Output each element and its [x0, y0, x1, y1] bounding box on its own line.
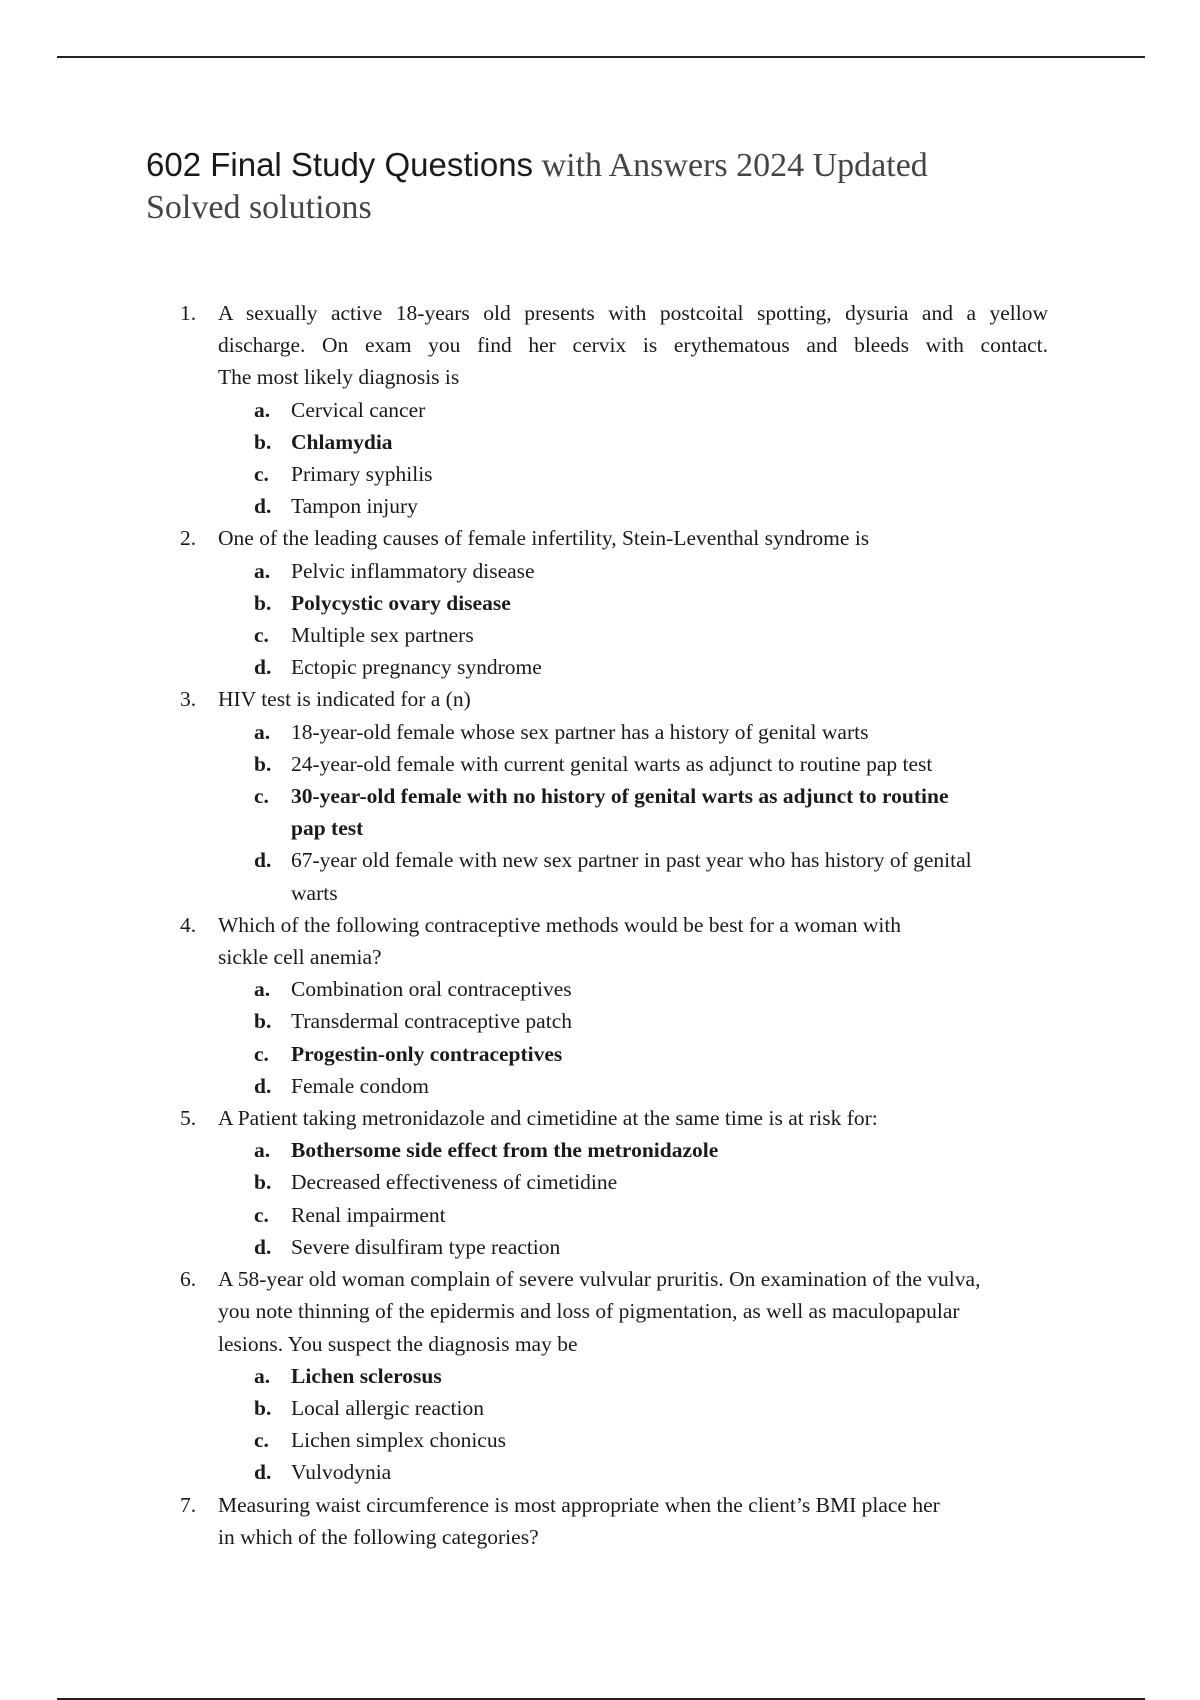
option-text: Combination oral contraceptives	[291, 977, 572, 1002]
question-number: 6.	[180, 1267, 197, 1292]
title-sub: with Answers 2024 Updated	[533, 147, 928, 184]
title-main: 602 Final Study Questions	[146, 146, 534, 183]
option-text: Polycystic ovary disease	[291, 590, 511, 615]
answer-option	[0, 651, 1200, 683]
question-text-line: A 58-year old woman complain of severe vulvular pruritis. On examination of the vulva,	[218, 1267, 981, 1292]
question-3	[0, 683, 1200, 715]
option-text: Multiple sex partners	[291, 623, 474, 648]
option-letter: c.	[254, 1041, 269, 1066]
answer-option-correct	[0, 1134, 1200, 1166]
option-letter: c.	[254, 784, 269, 809]
answer-option	[0, 748, 1200, 780]
option-text: Lichen sclerosus	[291, 1363, 442, 1388]
option-text: Renal impairment	[291, 1202, 446, 1227]
question-2	[0, 522, 1200, 554]
option-letter: c.	[254, 1202, 269, 1227]
option-text: 24-year-old female with current genital warts as adjunct to routine pap test	[291, 751, 933, 776]
option-letter: a.	[254, 1363, 271, 1388]
question-list	[0, 297, 1200, 1553]
option-text: Tampon injury	[291, 494, 418, 519]
option-letter: b.	[254, 1170, 272, 1195]
option-letter: d.	[254, 1460, 272, 1485]
option-letter: a.	[254, 719, 271, 744]
option-text: Pelvic inflammatory disease	[291, 558, 535, 583]
question-text-line: sickle cell anemia?	[218, 945, 382, 970]
option-text: Lichen simplex chonicus	[291, 1428, 506, 1453]
answer-option-correct	[0, 1038, 1200, 1070]
title-line2: Solved solutions	[146, 189, 372, 226]
option-letter: c.	[254, 623, 269, 648]
option-letter: c.	[254, 462, 269, 487]
page-title	[146, 144, 1046, 229]
answer-option-correct	[0, 1360, 1200, 1392]
answer-option	[0, 1166, 1200, 1198]
option-letter: b.	[254, 590, 272, 615]
option-letter: a.	[254, 977, 271, 1002]
option-letter: d.	[254, 1234, 272, 1259]
option-letter: c.	[254, 1428, 269, 1453]
option-letter: a.	[254, 397, 271, 422]
option-letter: b.	[254, 751, 272, 776]
answer-option	[0, 1005, 1200, 1037]
question-6	[0, 1263, 1200, 1360]
question-text-line: A sexually active 18-years old presents with postcoital spotting, dysuria and a yellow	[218, 301, 1048, 325]
question-4	[0, 909, 1200, 973]
question-text-line: One of the leading causes of female infertility, Stein-Leventhal syndrome is	[218, 526, 870, 551]
option-text: 18-year-old female whose sex partner has a history of genital warts	[291, 719, 869, 744]
answer-option	[0, 1231, 1200, 1263]
answer-option	[0, 1199, 1200, 1231]
option-letter: d.	[254, 494, 272, 519]
answer-option	[0, 458, 1200, 490]
option-text: warts	[291, 880, 338, 905]
question-number: 3.	[180, 687, 197, 712]
option-letter: d.	[254, 1073, 272, 1098]
option-letter: d.	[254, 848, 272, 873]
answer-option-correct	[0, 426, 1200, 458]
question-text-line: in which of the following categories?	[218, 1524, 539, 1549]
question-text-line: Which of the following contraceptive methods would be best for a woman with	[218, 912, 902, 937]
option-letter: d.	[254, 655, 272, 680]
question-text-line: lesions. You suspect the diagnosis may be	[218, 1331, 578, 1356]
question-number: 1.	[180, 301, 197, 325]
question-5	[0, 1102, 1200, 1134]
answer-option	[0, 490, 1200, 522]
option-text: Bothersome side effect from the metronidazole	[291, 1138, 719, 1163]
option-text: Local allergic reaction	[291, 1395, 484, 1420]
option-text: Decreased effectiveness of cimetidine	[291, 1170, 618, 1195]
option-letter: b.	[254, 429, 272, 454]
answer-option	[0, 844, 1200, 908]
question-7	[0, 1489, 1200, 1553]
answer-option-correct	[0, 587, 1200, 619]
question-text-line: HIV test is indicated for a (n)	[218, 687, 471, 712]
option-letter: a.	[254, 1138, 271, 1163]
answer-option-correct	[0, 780, 1200, 844]
question-text-line: Measuring waist circumference is most appropriate when the client’s BMI place her	[218, 1492, 940, 1517]
answer-option	[0, 1392, 1200, 1424]
option-text: Female condom	[291, 1073, 429, 1098]
option-text: 30-year-old female with no history of genital warts as adjunct to routine	[291, 784, 949, 809]
answer-option	[0, 1070, 1200, 1102]
question-number: 2.	[180, 526, 197, 551]
option-text: Vulvodynia	[291, 1460, 392, 1485]
answer-option	[0, 394, 1200, 426]
question-text-line: A Patient taking metronidazole and cimetidine at the same time is at risk for:	[218, 1106, 878, 1131]
question-number: 4.	[180, 912, 197, 937]
answer-option	[0, 1424, 1200, 1456]
option-text: Primary syphilis	[291, 462, 433, 487]
option-text: 67-year old female with new sex partner in past year who has history of genital	[291, 848, 972, 873]
header-rule	[57, 56, 1145, 58]
option-text: Severe disulfiram type reaction	[291, 1234, 561, 1259]
option-text: Progestin-only contraceptives	[291, 1041, 563, 1066]
question-1	[0, 297, 1200, 394]
question-text-line: discharge. On exam you find her cervix is erythematous and bleeds with contact.	[218, 333, 1048, 358]
option-text: Chlamydia	[291, 429, 393, 454]
option-text: pap test	[291, 816, 364, 841]
option-letter: a.	[254, 558, 271, 583]
answer-option	[0, 555, 1200, 587]
question-number: 5.	[180, 1106, 197, 1131]
option-text: Transdermal contraceptive patch	[291, 1009, 572, 1034]
option-text: Cervical cancer	[291, 397, 426, 422]
answer-option	[0, 619, 1200, 651]
option-text: Ectopic pregnancy syndrome	[291, 655, 542, 680]
answer-option	[0, 973, 1200, 1005]
question-text-line: you note thinning of the epidermis and loss of pigmentation, as well as maculopapular	[218, 1299, 960, 1324]
option-letter: b.	[254, 1009, 272, 1034]
question-text-line: The most likely diagnosis is	[218, 365, 460, 390]
answer-option	[0, 1456, 1200, 1488]
question-number: 7.	[180, 1492, 197, 1517]
option-letter: b.	[254, 1395, 272, 1420]
answer-option	[0, 716, 1200, 748]
